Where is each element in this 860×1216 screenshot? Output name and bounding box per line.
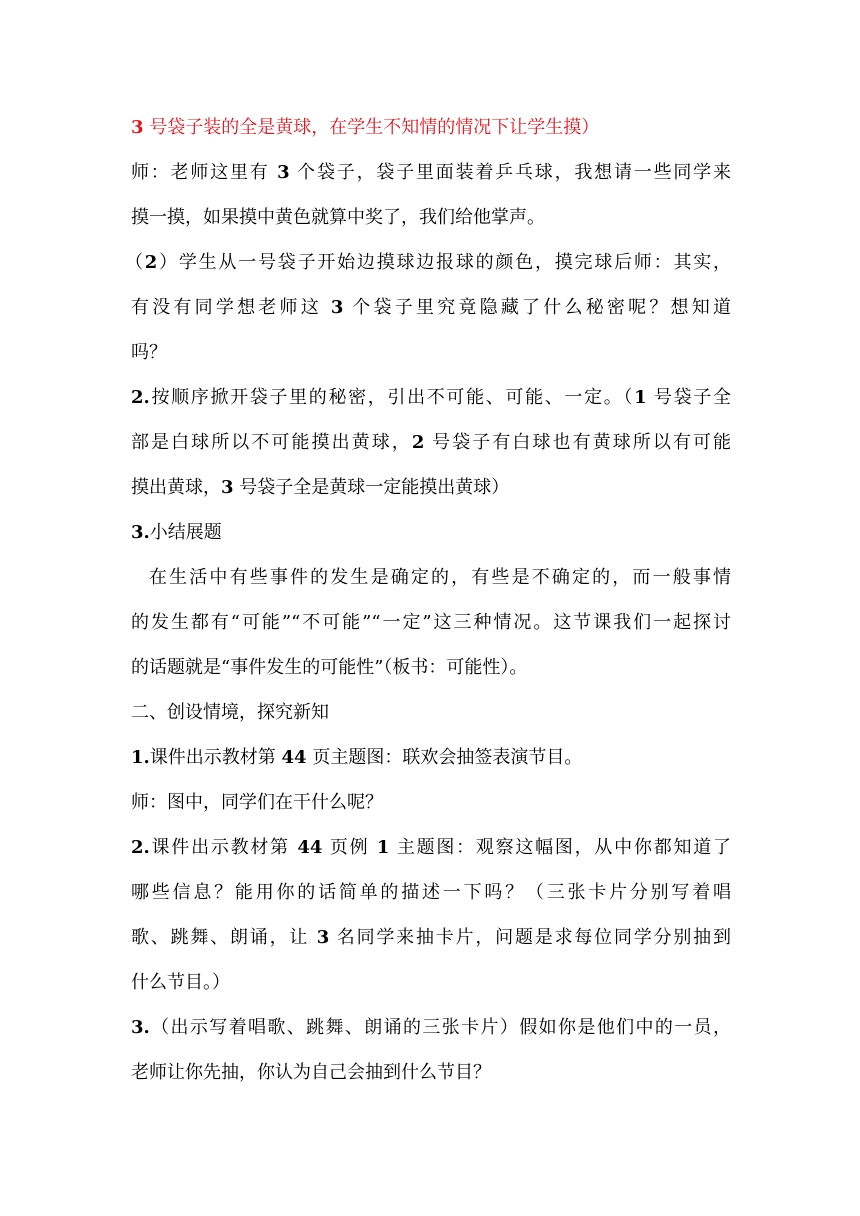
item-1-line: 1.课件出示教材第 44 页主题图：联欢会抽签表演节目。 xyxy=(131,747,583,768)
teacher-line-1: 师：老师这里有 3 个袋子，袋子里面装着乒乓球，我想请一些同学来 xyxy=(131,162,731,183)
paragraph-2-line-2: 有没有同学想老师这 3 个袋子里究竟隐藏了什么秘密呢？想知道 xyxy=(131,297,731,318)
item-2-line-2: 哪些信息？能用你的话简单的描述一下吗？（三张卡片分别写着唱 xyxy=(131,882,731,903)
section-summary-heading: 3.小结展题 xyxy=(131,522,222,543)
paragraph-3-line-1: 2.按顺序掀开袋子里的秘密，引出不可能、可能、一定。（1 号袋子全 xyxy=(131,387,731,408)
summary-line-1: 在生活中有些事件的发生是确定的，有些是不确定的，而一般事情 xyxy=(149,567,731,588)
item-2-line-3: 歌、跳舞、朗诵，让 3 名同学来抽卡片，问题是求每位同学分别抽到 xyxy=(131,927,731,948)
section-two-heading: 二、创设情境，探究新知 xyxy=(131,702,329,723)
item-3-line-2: 老师让你先抽，你认为自己会抽到什么节目？ xyxy=(131,1062,491,1083)
paragraph-bag3-line: 3 号袋子装的全是黄球，在学生不知情的情况下让学生摸） xyxy=(131,117,600,138)
paragraph-3-line-3: 摸出黄球，3 号袋子全是黄球一定能摸出黄球） xyxy=(131,477,510,498)
paragraph-2-line-1: （2）学生从一号袋子开始边摸球边报球的颜色，摸完球后师：其实， xyxy=(125,252,732,273)
paragraph-3-line-2: 部是白球所以不可能摸出黄球，2 号袋子有白球也有黄球所以有可能 xyxy=(131,432,731,453)
item-2-line-4: 什么节目。） xyxy=(131,972,230,993)
paragraph-2-line-3: 吗？ xyxy=(131,342,167,363)
teacher-line-2: 摸一摸，如果摸中黄色就算中奖了，我们给他掌声。 xyxy=(131,207,545,228)
item-2-line-1: 2.课件出示教材第 44 页例 1 主题图：观察这幅图，从中你都知道了 xyxy=(131,837,731,858)
item-3-line-1: 3.（出示写着唱歌、跳舞、朗诵的三张卡片）假如你是他们中的一员， xyxy=(131,1017,731,1038)
teacher-question-line: 师：图中，同学们在干什么呢？ xyxy=(131,792,383,813)
summary-line-3: 的话题就是“事件发生的可能性”（板书：可能性）。 xyxy=(131,657,528,678)
summary-line-2: 的发生都有“可能”“不可能”“一定”这三种情况。这节课我们一起探讨 xyxy=(131,612,731,633)
